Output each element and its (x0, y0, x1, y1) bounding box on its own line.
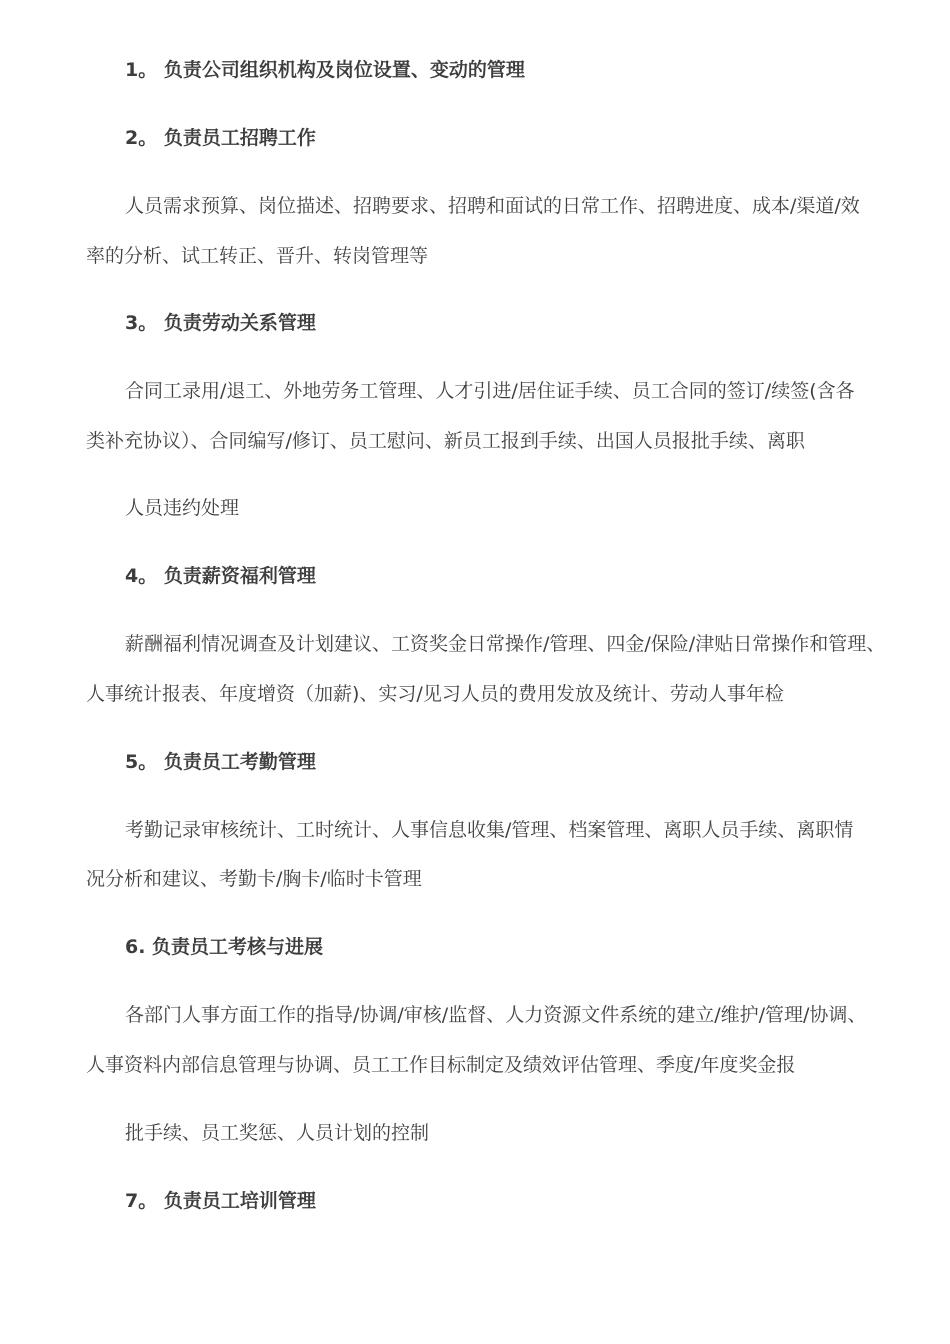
section-6-heading: 6. 负责员工考核与进展 (125, 936, 324, 958)
section-5-paragraph-line-1: 考勤记录审核统计、工时统计、人事信息收集/管理、档案管理、离职人员手续、离职情 (125, 819, 854, 841)
section-1-heading: 1。 负责公司组织机构及岗位设置、变动的管理 (125, 59, 525, 81)
section-6-paragraph-line-1: 各部门人事方面工作的指导/协调/审核/监督、人力资源文件系统的建立/维护/管理/协调、 (125, 1004, 867, 1026)
section-3-heading: 3。 负责劳动关系管理 (125, 312, 316, 334)
section-3-paragraph-line-2: 类补充协议）、合同编写/修订、员工慰问、新员工报到手续、出国人员报批手续、离职 (86, 430, 805, 452)
section-2-paragraph-line-1: 人员需求预算、岗位描述、招聘要求、招聘和面试的日常工作、招聘进度、成本/渠道/效 (125, 195, 860, 217)
section-7-heading: 7。 负责员工培训管理 (125, 1190, 316, 1212)
section-3-paragraph-line-3: 人员违约处理 (125, 497, 240, 519)
section-5-heading: 5。 负责员工考勤管理 (125, 751, 316, 773)
section-6-paragraph-line-2: 人事资料内部信息管理与协调、员工工作目标制定及绩效评估管理、季度/年度奖金报 (86, 1054, 796, 1076)
section-4-heading: 4。 负责薪资福利管理 (125, 565, 316, 587)
section-4-paragraph-line-1: 薪酬福利情况调查及计划建议、工资奖金日常操作/管理、四金/保险/津贴日常操作和管理、 (125, 633, 886, 655)
section-2-paragraph-line-2: 率的分析、试工转正、晋升、转岗管理等 (86, 245, 429, 267)
section-4-paragraph-line-2: 人事统计报表、年度增资（加薪)、实习/见习人员的费用发放及统计、劳动人事年检 (86, 683, 784, 705)
section-3-paragraph-line-1: 合同工录用/退工、外地劳务工管理、人才引进/居住证手续、员工合同的签订/续签(含各 (125, 380, 855, 402)
section-2-heading: 2。 负责员工招聘工作 (125, 127, 316, 149)
section-6-paragraph-line-3: 批手续、员工奖惩、人员计划的控制 (125, 1122, 430, 1144)
section-5-paragraph-line-2: 况分析和建议、考勤卡/胸卡/临时卡管理 (86, 868, 422, 890)
